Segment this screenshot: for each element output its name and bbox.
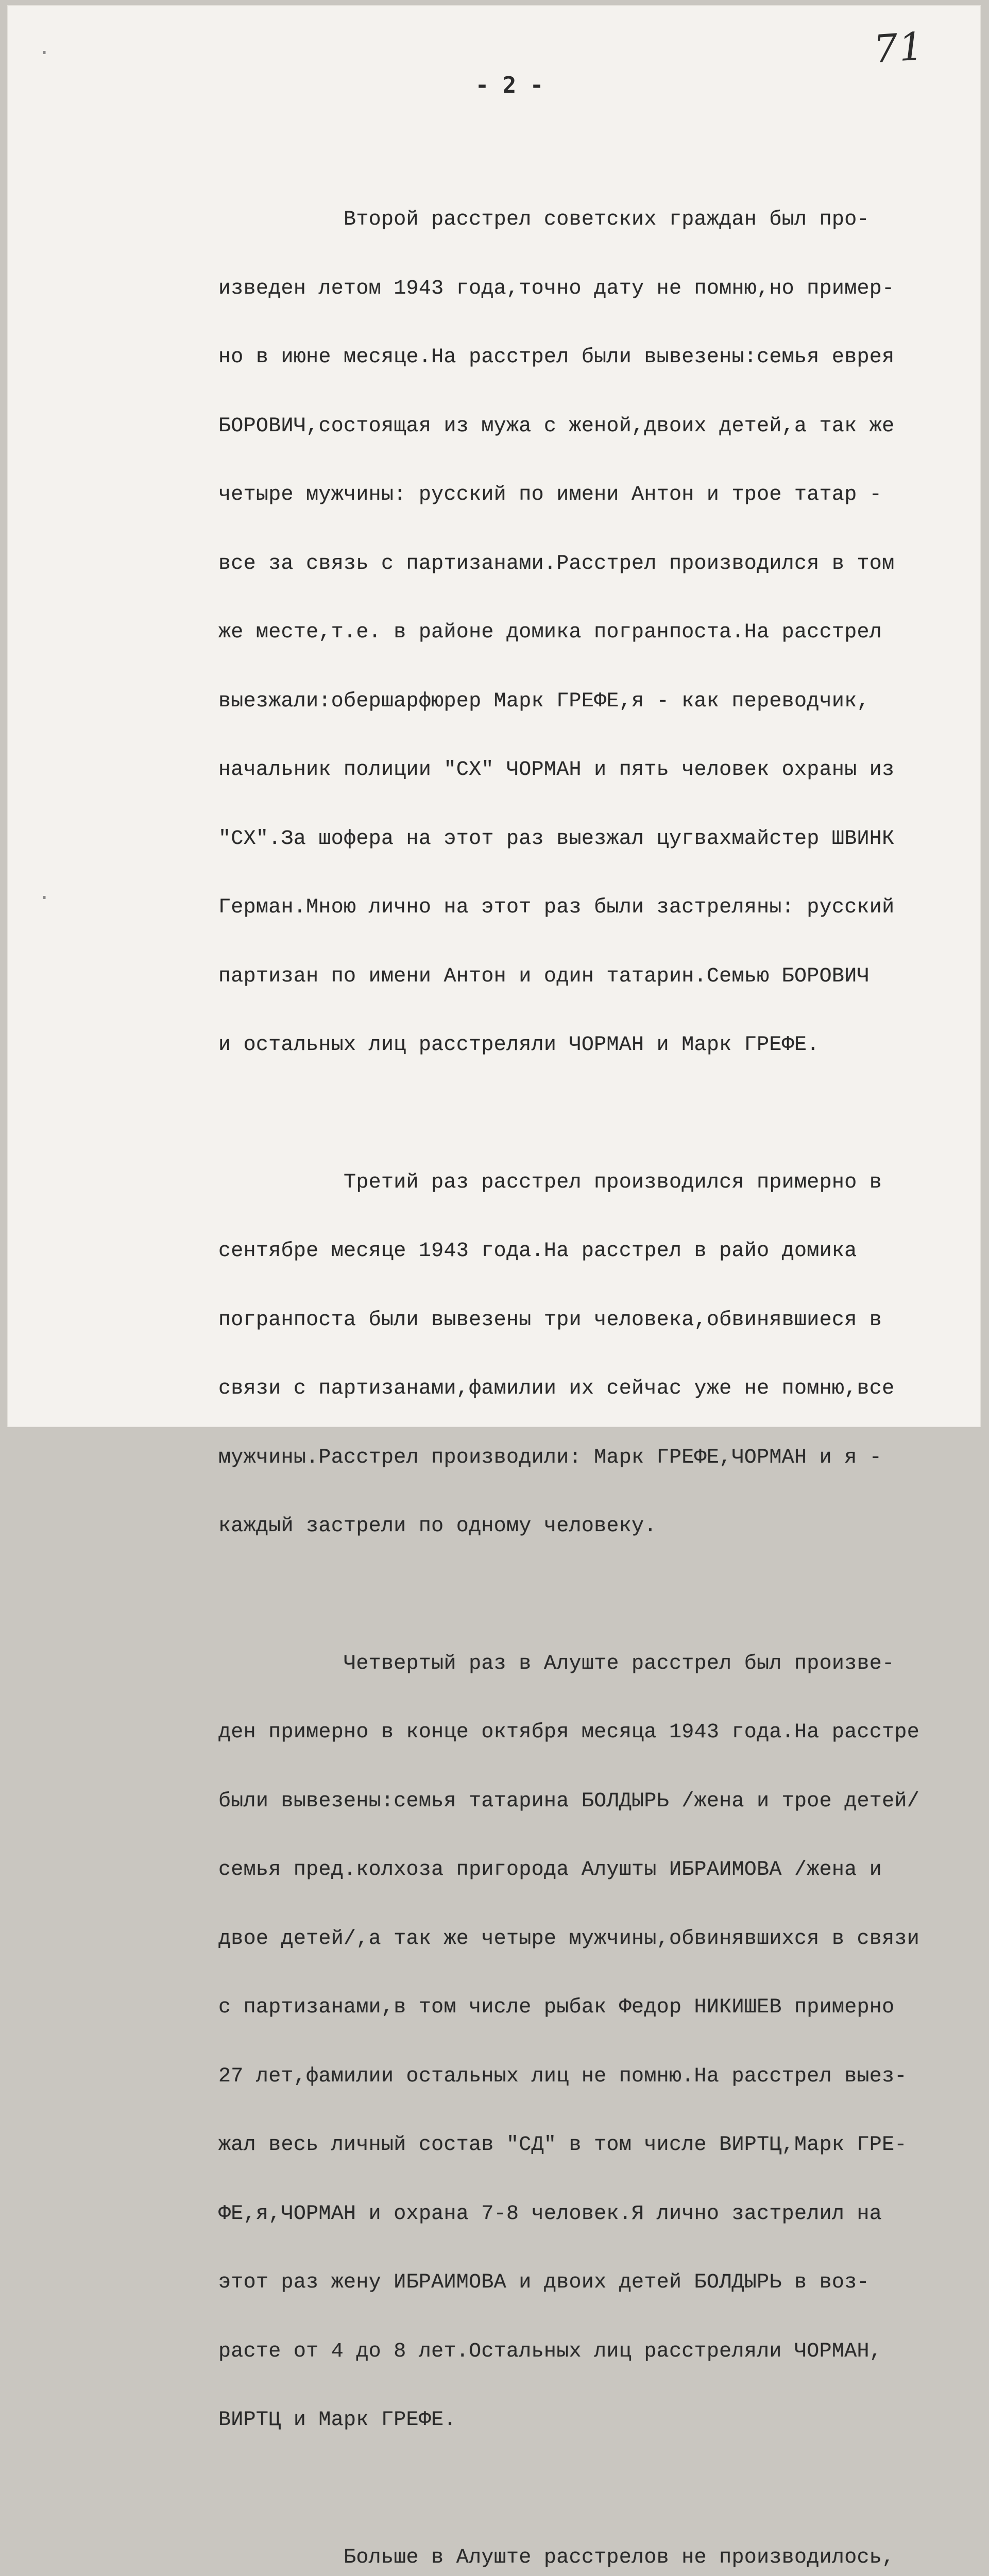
text-line: начальник полиции "СХ" ЧОРМАН и пять человек охраны из — [218, 759, 960, 782]
document-body — [218, 163, 960, 2576]
text-line: были вывезены:семья татарина БОЛДЫРЬ /жена и трое детей/ — [218, 1790, 960, 1814]
text-line: Герман.Мною лично на этот раз были застреляны: русский — [218, 896, 960, 920]
text-line: связи с партизанами,фамилии их сейчас уже не помню,все — [218, 1378, 960, 1401]
text-line: но в июне месяце.На расстрел были вывезены:семья еврея — [218, 346, 960, 369]
text-line: каждый застрели по одному человеку. — [218, 1515, 960, 1538]
text-line: 27 лет,фамилии остальных лиц не помню.На расстрел выез- — [218, 2065, 960, 2089]
text-line: выезжали:обершарфюрер Марк ГРЕФЕ,я - как переводчик, — [218, 690, 960, 714]
text-line: Больше в Алуште расстрелов не производилось, — [218, 2547, 960, 2570]
text-line: погранпоста были вывезены три человека,обвинявшиеся в — [218, 1309, 960, 1332]
paragraph-move-to-simferopol — [218, 2501, 960, 2576]
text-line: семья пред.колхоза пригорода Алушты ИБРАИМОВА /жена и — [218, 1859, 960, 1882]
text-line: и остальных лиц расстреляли ЧОРМАН и Марк ГРЕФЕ. — [218, 1034, 960, 1057]
text-line: с партизанами,в том числе рыбак Федор НИКИШЕВ примерно — [218, 1996, 960, 2020]
text-line: партизан по имени Антон и один татарин.Семью БОРОВИЧ — [218, 965, 960, 989]
text-line: Четвертый раз в Алуште расстрел был произве- — [218, 1653, 960, 1676]
text-line: изведен летом 1943 года,точно дату не помню,но пример- — [218, 278, 960, 301]
text-line: ВИРТЦ и Марк ГРЕФЕ. — [218, 2409, 960, 2432]
text-line: двое детей/,а так же четыре мужчины,обвинявшихся в связи — [218, 1928, 960, 1951]
text-line: ФЕ,я,ЧОРМАН и охрана 7-8 человек.Я лично застрелил на — [218, 2203, 960, 2226]
text-line: расте от 4 до 8 лет.Остальных лиц расстреляли ЧОРМАН, — [218, 2341, 960, 2364]
text-line: сентябре месяце 1943 года.На расстрел в райо домика — [218, 1240, 960, 1263]
hole-punch-mark: · — [38, 41, 50, 65]
text-line: четыре мужчины: русский по имени Антон и трое татар - — [218, 484, 960, 507]
text-line: БОРОВИЧ,состоящая из мужа с женой,двоих детей,а так же — [218, 415, 960, 438]
text-line: Второй расстрел советских граждан был про- — [218, 209, 960, 232]
text-line: "СХ".За шофера на этот раз выезжал цугвахмайстер ШВИНК — [218, 828, 960, 851]
text-line: мужчины.Расстрел производили: Марк ГРЕФЕ,ЧОРМАН и я - — [218, 1447, 960, 1470]
text-line: же месте,т.е. в районе домика погранпоста.На расстрел — [218, 621, 960, 645]
document-page — [7, 5, 981, 1427]
hole-punch-mark: · — [38, 886, 50, 910]
text-line: жал весь личный состав "СД" в том числе ВИРТЦ,Марк ГРЕ- — [218, 2134, 960, 2157]
text-line: Третий раз расстрел производился примерно в — [218, 1172, 960, 1195]
folio-number: 71 — [872, 24, 926, 72]
text-line: ден примерно в конце октября месяца 1943 года.На расстре — [218, 1721, 960, 1744]
text-line: этот раз жену ИБРАИМОВА и двоих детей БОЛДЫРЬ в воз- — [218, 2272, 960, 2295]
paragraph-third-shooting — [218, 1126, 960, 1584]
page-number: - 2 - — [7, 72, 981, 98]
paragraph-second-shooting — [218, 163, 960, 1103]
text-line: все за связь с партизанами.Расстрел производился в том — [218, 553, 960, 576]
paragraph-fourth-shooting — [218, 1607, 960, 2478]
